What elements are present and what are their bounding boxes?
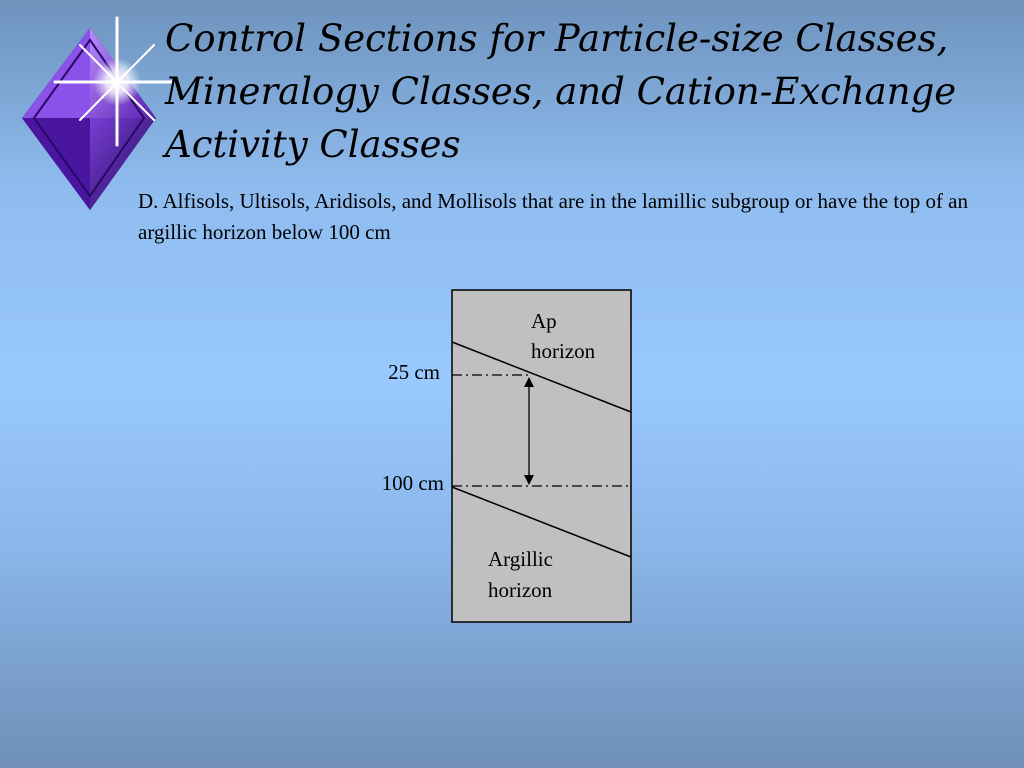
slide-title: Control Sections for Particle-size Classes, Mineralogy Classes, and Cation-Exchange Activity Classes [165,17,957,166]
ap-horizon-label-line2: horizon [531,339,596,363]
depth-100-label: 100 cm [381,471,444,495]
soil-profile-diagram [340,280,650,640]
argillic-horizon-label-line2: horizon [488,578,553,602]
argillic-horizon-label-line1: Argillic [488,547,553,571]
ap-horizon-label-line1: Ap [531,309,557,333]
depth-25-label: 25 cm [388,360,440,384]
slide-body-text: D. Alfisols, Ultisols, Aridisols, and Mollisols that are in the lamillic subgroup or have the top of an argillic horizon below 100 cm [138,189,969,244]
